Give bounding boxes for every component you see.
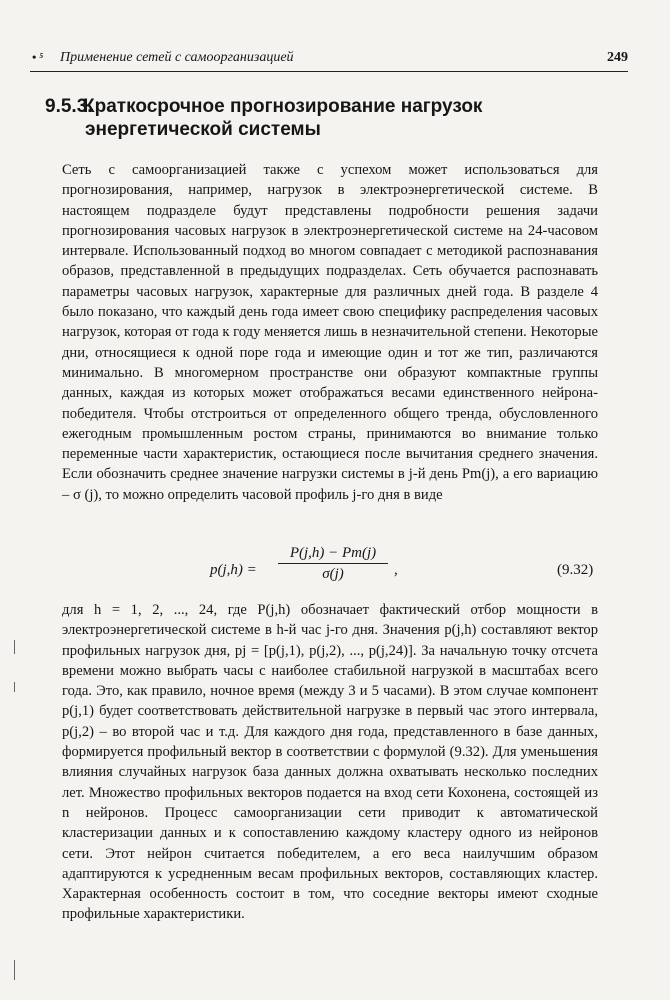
formula-denominator: σ(j) (322, 566, 344, 582)
margin-mark (14, 682, 15, 692)
margin-mark (14, 640, 15, 654)
running-title: Применение сетей с самоорганизацией (60, 50, 294, 65)
formula-trailing-comma: , (394, 562, 398, 578)
header-marks: • ⁵ (32, 50, 44, 64)
header-rule (30, 71, 628, 72)
formula-fraction (278, 545, 388, 583)
section-heading (45, 95, 605, 141)
formula-lhs: p(j,h) = (210, 562, 257, 578)
body-paragraph-2: для h = 1, 2, ..., 24, где P(j,h) обозначает фактический отбор мощности в электроэнергетической системе в h-й час j-го дня. Значения p(j,h) составляют вектор профильных нагрузок дня, pj = [p(j,1), p(j,2), ..., p(j,24)]. За начальную точку отсчета времени можно выбрать часы с наиболее стабильной нагрузкой в масштабах всего года. Это, как правило, ночное время (между 3 и 5 часами). В этом случае компонент p(j,1) будет соответствовать действительной нагрузке в первый час этого интервала, p(j,2) – во второй час и т.д. Для каждого дня года, представленного в базе данных, формируется профильный вектор в соответствии с формулой (9.32). Для уменьшения влияния случайных нагрузок база данных должна охватывать несколько последних лет. Множество профильных векторов подается на вход сети Кохонена, состоящей из n нейронов. Процесс самоорганизации сети приводит к автоматической кластеризации данных и к сопоставлению каждому кластеру одного из нейронов сети. Этот нейрон считается победителем, а его веса наилучшим образом адаптируются к усредненным весам профильных векторов, составляющих кластер. Характерная особенность состоит в том, что соседние векторы имеют сходные профильные характеристики. (62, 602, 598, 923)
section-title-line1: Краткосрочное прогнозирование нагрузок (83, 96, 483, 117)
margin-mark (14, 960, 15, 980)
equation-number: (9.32) (557, 562, 594, 578)
page-number: 249 (607, 50, 628, 65)
section-number: 9.5.3. (45, 96, 93, 117)
formula-9-32 (210, 545, 410, 595)
body-paragraph-1: Сеть с самоорганизацией также с успехом может использоваться для прогнозирования, например, нагрузок в электроэнергетической системе. В настоящем подразделе будут представлены подробности решения задачи прогнозирования часовых нагрузок в электроэнергетической системе на 24-часовом интервале. Использованный подход во многом совпадает с методикой распознавания образов, представленной в предыдущих подразделах. Сеть обучается распознавать параметры часовых нагрузок, характерные для различных дней года. В разделе 4 было показано, что каждый день года имеет свою специфику распределения часовых нагрузок, которая от года к году меняется лишь в незначительной степени. Некоторые дни, относящиеся к одной поре года и имеющие один и тот же тип, различаются минимально. В многомерном пространстве они образуют компактные группы данных, каждая из которых может отображаться весами единственного нейрона-победителя. Чтобы отстроиться от определенного общего тренда, обусловленного ежегодным промышленным ростом страны, принимаются во внимание только переменные части характеристик, остающиеся после вычитания среднего значения. Если обозначить среднее значение нагрузки системы в j-й день Pm(j), а его вариацию – σ (j), то можно определить часовой профиль j-го дня в виде (62, 162, 598, 503)
running-header (30, 50, 628, 72)
section-title-line2: энергетической системы (85, 119, 321, 140)
formula-numerator: P(j,h) − Pm(j) (278, 545, 388, 564)
